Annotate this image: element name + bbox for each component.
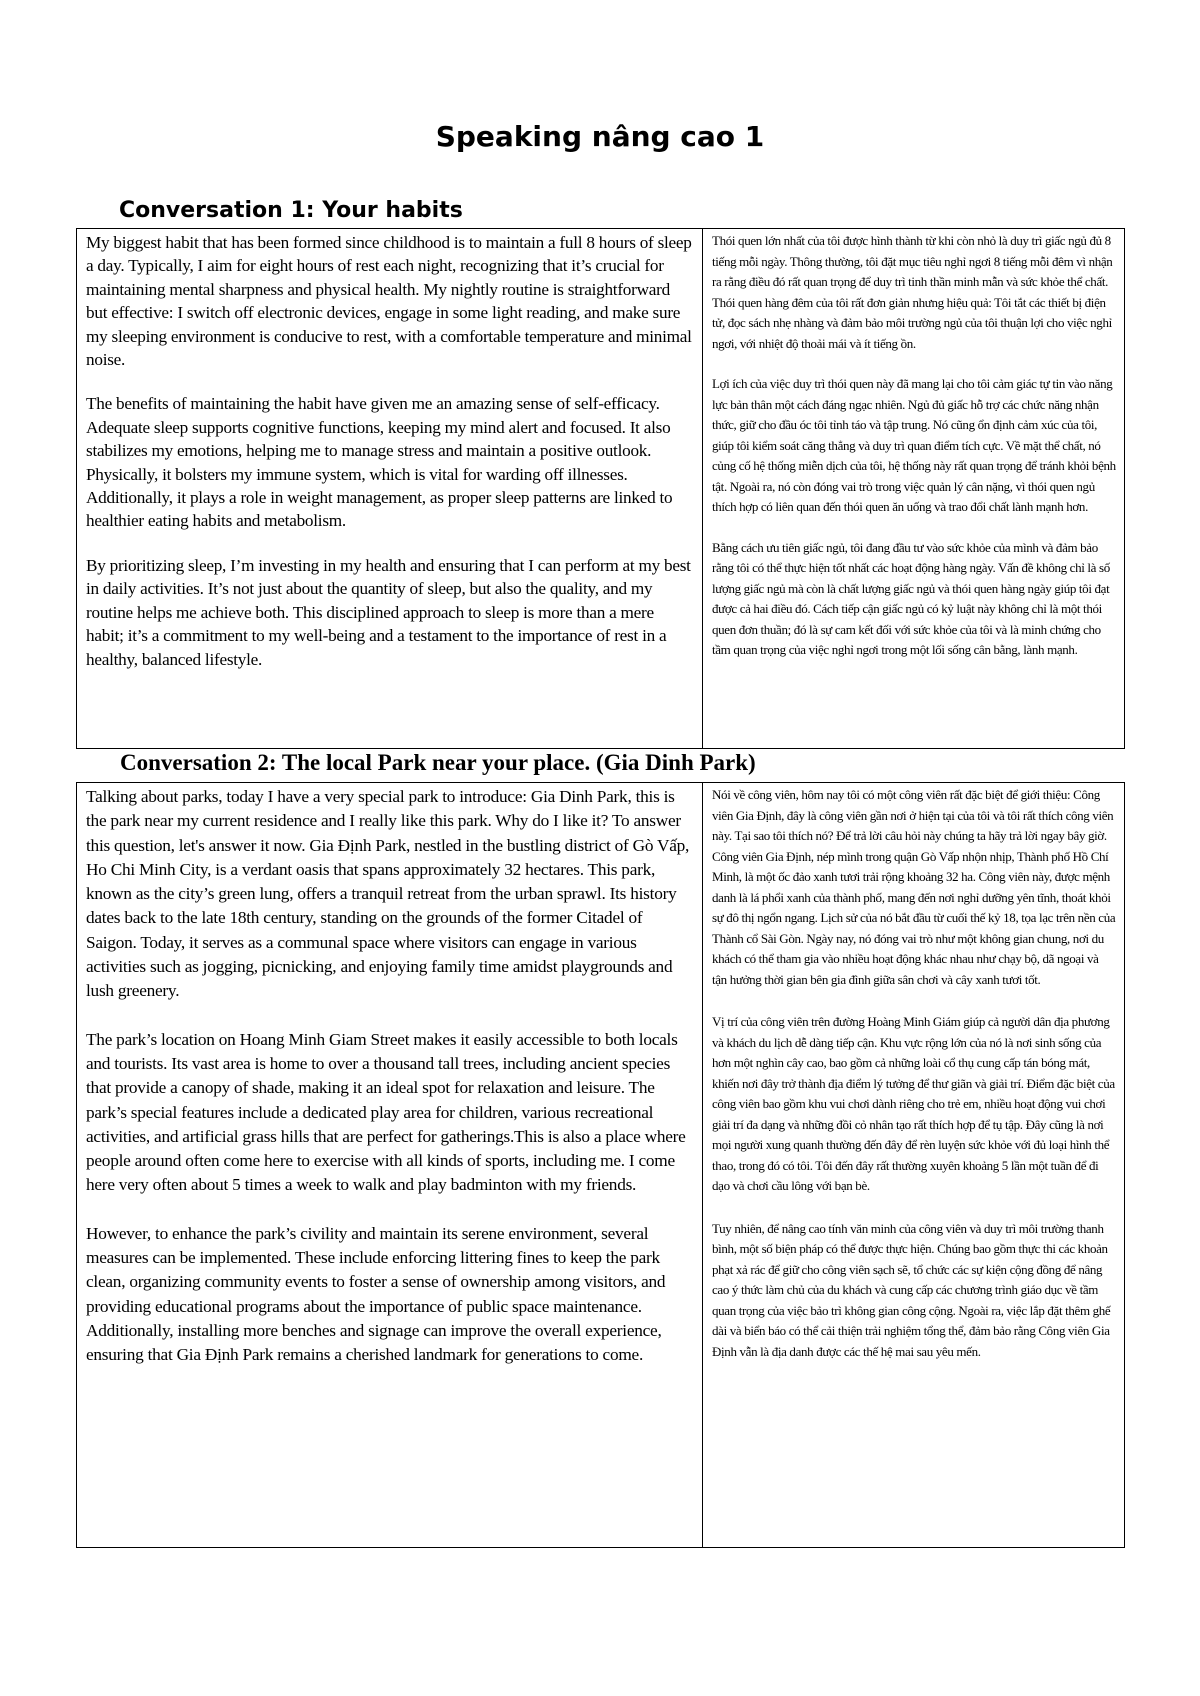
english-paragraph: The park’s location on Hoang Minh Giam Street makes it easily accessible to both locals and tourists. Its vast area is home to over a thousand tall trees, including ancient species that provide a canopy of shade, making it an ideal spot for relaxation and leisure. The park’s special features include a dedicated play area for children, various recreational activities, and artificial grass hills that are perfect for gatherings.This is also a place where people around often come here to exercise with all kinds of sports, including me. I come here very often about 5 times a week to walk and play badminton with my friends. <box>86 1029 686 1195</box>
english-paragraph: My biggest habit that has been formed since childhood is to maintain a full 8 hours of sleep a day. Typically, I aim for eight hours of rest each night, recognizing that it’s crucial for maintaining mental sharpness and physical health. My nightly routine is straightforward but effective: I switch off electronic devices, engage in some light reading, and make sure my sleeping environment is conducive to rest, with a comfortable temperature and minimal noise. <box>86 233 692 370</box>
vietnamese-column <box>703 229 1125 749</box>
vietnamese-paragraph: Vị trí của công viên trên đường Hoàng Minh Giám giúp cả người dân địa phương và khách du lịch dễ dàng tiếp cận. Khu vực rộng lớn của nó là nơi sinh sống của hơn một nghìn cây cao, bao gồm cả những loài cổ thụ cung cấp tán bóng mát, khiến nơi đây trở thành địa điểm lý tưởng để thư giãn và giải trí. Điểm đặc biệt của công viên bao gồm khu vui chơi dành riêng cho trẻ em, nhiều hoạt động vui chơi giải trí đa dạng và những đồi cỏ nhân tạo rất thích hợp để tụ tập. Đây cũng là nơi mọi người xung quanh thường đến đây để rèn luyện sức khỏe với đủ loại hình thể thao, trong đó có tôi. Tôi đến đây rất thường xuyên khoảng 5 lần một tuần để đi dạo và chơi cầu lông với bạn bè. <box>712 1014 1115 1193</box>
english-column <box>77 229 703 749</box>
vietnamese-paragraph: Bằng cách ưu tiên giấc ngủ, tôi đang đầu tư vào sức khỏe của mình và đảm bảo rằng tôi có thể thực hiện tốt nhất các hoạt động hàng ngày. Vấn đề không chỉ là số lượng giấc ngủ mà còn là chất lượng giấc ngủ và thói quen hàng ngày giúp tôi đạt được cả hai điều đó. Cách tiếp cận giấc ngủ có kỷ luật này không chỉ là một thói quen đơn thuần; đó là sự cam kết đối với sức khỏe của tôi và là minh chứng cho tầm quan trọng của việc nghỉ ngơi trong một lối sống cân bằng, lành mạnh. <box>712 539 1110 657</box>
vietnamese-paragraph: Tuy nhiên, để nâng cao tính văn minh của công viên và duy trì môi trường thanh bình, một số biện pháp có thể được thực hiện. Chúng bao gồm thực thi các khoản phạt xả rác để giữ cho công viên sạch sẽ, tổ chức các sự kiện cộng đồng để nâng cao ý thức làm chủ của du khách và cung cấp các chương trình giáo dục về tầm quan trọng của việc bảo trì không gian công cộng. Ngoài ra, việc lắp đặt thêm ghế dài và biển báo có thể cải thiện trải nghiệm tổng thể, đảm bảo rằng Công viên Gia Định vẫn là địa danh được các thế hệ mai sau yêu mến. <box>712 1220 1111 1359</box>
page-title: Speaking nâng cao 1 <box>435 120 765 153</box>
english-paragraph: By prioritizing sleep, I’m investing in my health and ensuring that I can perform at my best in daily activities. It’s not just about the quantity of sleep, but also the quality, and my routine helps me achieve both. This disciplined approach to sleep is more than a mere habit; it’s a commitment to my well-being and a testament to the importance of rest in a healthy, balanced lifestyle. <box>86 555 691 669</box>
vietnamese-paragraph: Lợi ích của việc duy trì thói quen này đã mang lại cho tôi cảm giác tự tin vào năng lực bản thân một cách đáng ngạc nhiên. Ngủ đủ giấc hỗ trợ các chức năng nhận thức, giữ cho đầu óc tôi tỉnh táo và tập trung. Nó cũng ổn định cảm xúc của tôi, giúp tôi kiểm soát căng thẳng và duy trì quan điểm tích cực. Về mặt thể chất, nó củng cố hệ thống miễn dịch của tôi, hệ thống này rất quan trọng để tránh khỏi bệnh tật. Ngoài ra, nó còn đóng vai trò trong việc quản lý cân nặng, vì thói quen ngủ thích hợp có liên quan đến thói quen ăn uống và trao đổi chất lành mạnh hơn. <box>712 376 1116 514</box>
english-paragraph: The benefits of maintaining the habit have given me an amazing sense of self-efficacy. Adequate sleep supports cognitive functions, keeping my mind alert and focused. It also stabilizes my emotions, helping me to manage stress and maintain a positive outlook. Physically, it bolsters my immune system, which is vital for warding off illnesses. Additionally, it plays a role in weight management, as proper sleep patterns are linked to healthier eating habits and metabolism. <box>86 394 673 531</box>
table-row <box>77 229 1125 749</box>
conversation-2-table <box>76 782 1125 1548</box>
english-paragraph: However, to enhance the park’s civility and maintain its serene environment, several measures can be implemented. These include enforcing littering fines to keep the park clean, organizing community events to foster a sense of ownership among visitors, and providing educational programs about the importance of public space maintenance. Additionally, installing more benches and signage can improve the overall experience, ensuring that Gia Định Park remains a cherished landmark for generations to come. <box>86 1223 666 1365</box>
conversation-1-heading: Conversation 1: Your habits <box>119 198 463 223</box>
vietnamese-paragraph: Thói quen lớn nhất của tôi được hình thành từ khi còn nhỏ là duy trì giấc ngủ đủ 8 tiếng mỗi ngày. Thông thường, tôi đặt mục tiêu nghỉ ngơi 8 tiếng mỗi đêm vì nhận ra rằng điều đó rất quan trọng để duy trì tinh thần minh mẫn và sức khỏe thể chất. Thói quen hàng đêm của tôi rất đơn giản nhưng hiệu quả: Tôi tắt các thiết bị điện tử, đọc sách nhẹ nhàng và đảm bảo môi trường ngủ của tôi thuận lợi cho việc nghỉ ngơi, với nhiệt độ thoải mái và ít tiếng ồn. <box>712 233 1113 351</box>
vietnamese-column <box>703 783 1125 1548</box>
english-column <box>77 783 703 1548</box>
english-paragraph: Talking about parks, today I have a very special park to introduce: Gia Dinh Park, this is the park near my current residence and I really like this park. Why do I like it? To answer this question, let's answer it now. Gia Định Park, nestled in the bustling district of Gò Vấp, Ho Chi Minh City, is a verdant oasis that spans approximately 32 hectares. This park, known as the city’s green lung, offers a tranquil retreat from the urban sprawl. Its history dates back to the late 18th century, standing on the grounds of the former Citadel of Saigon. Today, it serves as a communal space where visitors can engage in various activities such as jogging, picnicking, and enjoying family time amidst playgrounds and lush greenery. <box>86 787 690 1001</box>
vietnamese-paragraph: Nói về công viên, hôm nay tôi có một công viên rất đặc biệt để giới thiệu: Công viên Gia Định, đây là công viên gần nơi ở hiện tại của tôi và tôi rất thích công viên này. Tại sao tôi thích nó? Để trả lời câu hỏi này chúng ta hãy trả lời ngay bây giờ. Công viên Gia Định, nép mình trong quận Gò Vấp nhộn nhịp, Thành phố Hồ Chí Minh, là một ốc đảo xanh tươi trải rộng khoảng 32 ha. Công viên này, được mệnh danh là lá phổi xanh của thành phố, mang đến nơi nghỉ dưỡng yên tĩnh, thoát khỏi sự đô thị ngổn ngang. Lịch sử của nó bắt đầu từ cuối thế kỷ 18, tọa lạc trên nền của Thành cổ Sài Gòn. Ngày nay, nó đóng vai trò như một không gian chung, nơi du khách có thể tham gia vào nhiều hoạt động khác nhau như chạy bộ, dã ngoại và tận hưởng thời gian bên gia đình giữa sân chơi và cây xanh tươi tốt. <box>712 787 1116 987</box>
table-row <box>77 783 1125 1548</box>
conversation-1-table <box>76 228 1125 749</box>
conversation-2-heading: Conversation 2: The local Park near your place. (Gia Dinh Park) <box>120 750 756 775</box>
